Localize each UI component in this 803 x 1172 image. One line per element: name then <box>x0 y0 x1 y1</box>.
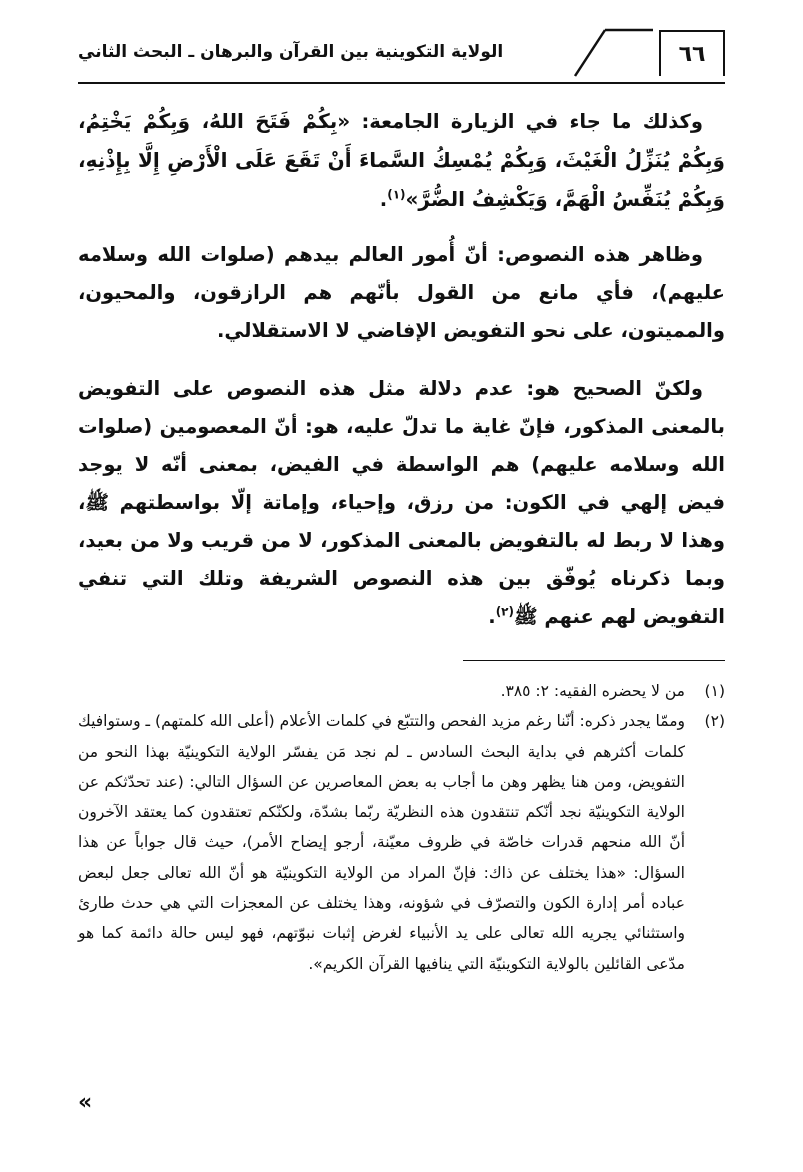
footnote-1 <box>78 676 725 706</box>
footnote-ref-1[interactable]: (١) <box>387 187 406 202</box>
paragraph-2-text: وظاهر هذه النصوص: أنّ أُمور العالم بيدهم (صلوات الله وسلامه عليهم)، فأي مانع من القول بأنّهم هم الرازقون، والمحيون، والمميتون، على نحو التفويض الإفاضي لا الاستقلالي. <box>78 243 725 342</box>
page-number <box>659 30 725 76</box>
paragraph-3 <box>78 370 725 636</box>
paragraph-1-intro: وكذلك ما جاء في الزيارة الجامعة: <box>350 110 704 133</box>
footnote-2-marker: (٢) <box>704 712 725 731</box>
footnote-1-marker: (١) <box>704 682 725 700</box>
paragraph-3-end: . <box>488 605 496 628</box>
page-number-text: ٦٦ <box>678 41 706 67</box>
footnote-separator <box>463 660 725 661</box>
paragraph-1-end: . <box>379 188 388 211</box>
footnote-ref-2[interactable]: (٢) <box>495 604 514 619</box>
ziyara-quote: «بِكُمْ فَتَحَ اللهُ، وَبِكُمْ يَخْتِمُ، وَبِكُمْ يُنَزِّلُ الْغَيْثَ، وَبِكُمْ يُمْسِكُ السَّماءَ أَنْ تَقَعَ عَلَى الْأَرْضِ إِلَّا بِإِذْنِهِ، وَبِكُمْ يُنَفِّسُ الْهَمَّ، وَيَكْشِفُ الضُّرَّ» <box>78 109 725 211</box>
paragraph-2 <box>78 236 725 350</box>
running-title: الولاية التكوينية بين القرآن والبرهان ـ البحث الثاني <box>78 42 504 62</box>
running-header <box>78 30 725 86</box>
paragraph-1 <box>78 102 725 219</box>
footnote-2 <box>78 706 725 979</box>
footnotes <box>78 676 725 979</box>
paragraph-3-text: ولكنّ الصحيح هو: عدم دلالة مثل هذه النصوص على التفويض بالمعنى المذكور، فإنّ غاية ما تدلّ عليه، هو: أنّ المعصومين (صلوات الله وسلامه عليهم) هم الواسطة في الفيض، بمعنى أنّه لا يوجد فيض إلهي في الكون: من رزق، وإحياء، وإماتة إلّا بواسطتهم ﷺ، وهذا لا ربط له بالتفويض بالمعنى المذكور، لا من قريب ولا من بعيد، وبما ذكرناه يُوفّق بين هذه النصوص الشريفة وتلك التي تنفي التفويض لهم عنهم ﷺ <box>78 377 725 628</box>
header-rule <box>78 82 725 84</box>
footnote-1-text: من لا يحضره الفقيه: ٢: ٣٨٥. <box>500 682 685 700</box>
continuation-mark: « <box>78 1090 93 1115</box>
footnote-2-text: وممّا يجدر ذكره: أنّنا رغم مزيد الفحص والتتبّع في كلمات الأعلام (أعلى الله كلمتهم) ـ وستوافيك كلمات أكثرهم في بداية البحث السادس ـ لم نجد مَن يفسّر الولاية التكوينيّة بهذا النحو من التفويض، ومن هنا يظهر وهن ما أجاب به بعض المعاصرين عن السؤال التالي: (عند تحدّثكم عن الولاية التكوينيّة نجد أنّكم تنتقدون هذه النظريّة ربّما بشدّة، ولكنّكم تعتقدون كما يعتقد الآخرون أنّ الله منحهم قدرات خاصّة في ظروف معيّنة، أرجو إيضاح الأمر)، حيث قال جواباً عن هذا السؤال: «هذا يختلف عن ذاك: فإنّ المراد من الولاية التكوينيّة هو أنّ الله تعالى جعل لبعض عباده أمر إدارة الكون والتصرّف في شؤونه، وهذا يختلف عن المعجزات التي هي حدث طارئ واستثنائي يجريه الله تعالى على يد الأنبياء لغرض إثبات نبوّتهم، فهو ليس حالة دائمة كما هو مدّعى القائلين بالولاية التكوينيّة التي ينافيها القرآن الكريم». <box>78 712 685 973</box>
